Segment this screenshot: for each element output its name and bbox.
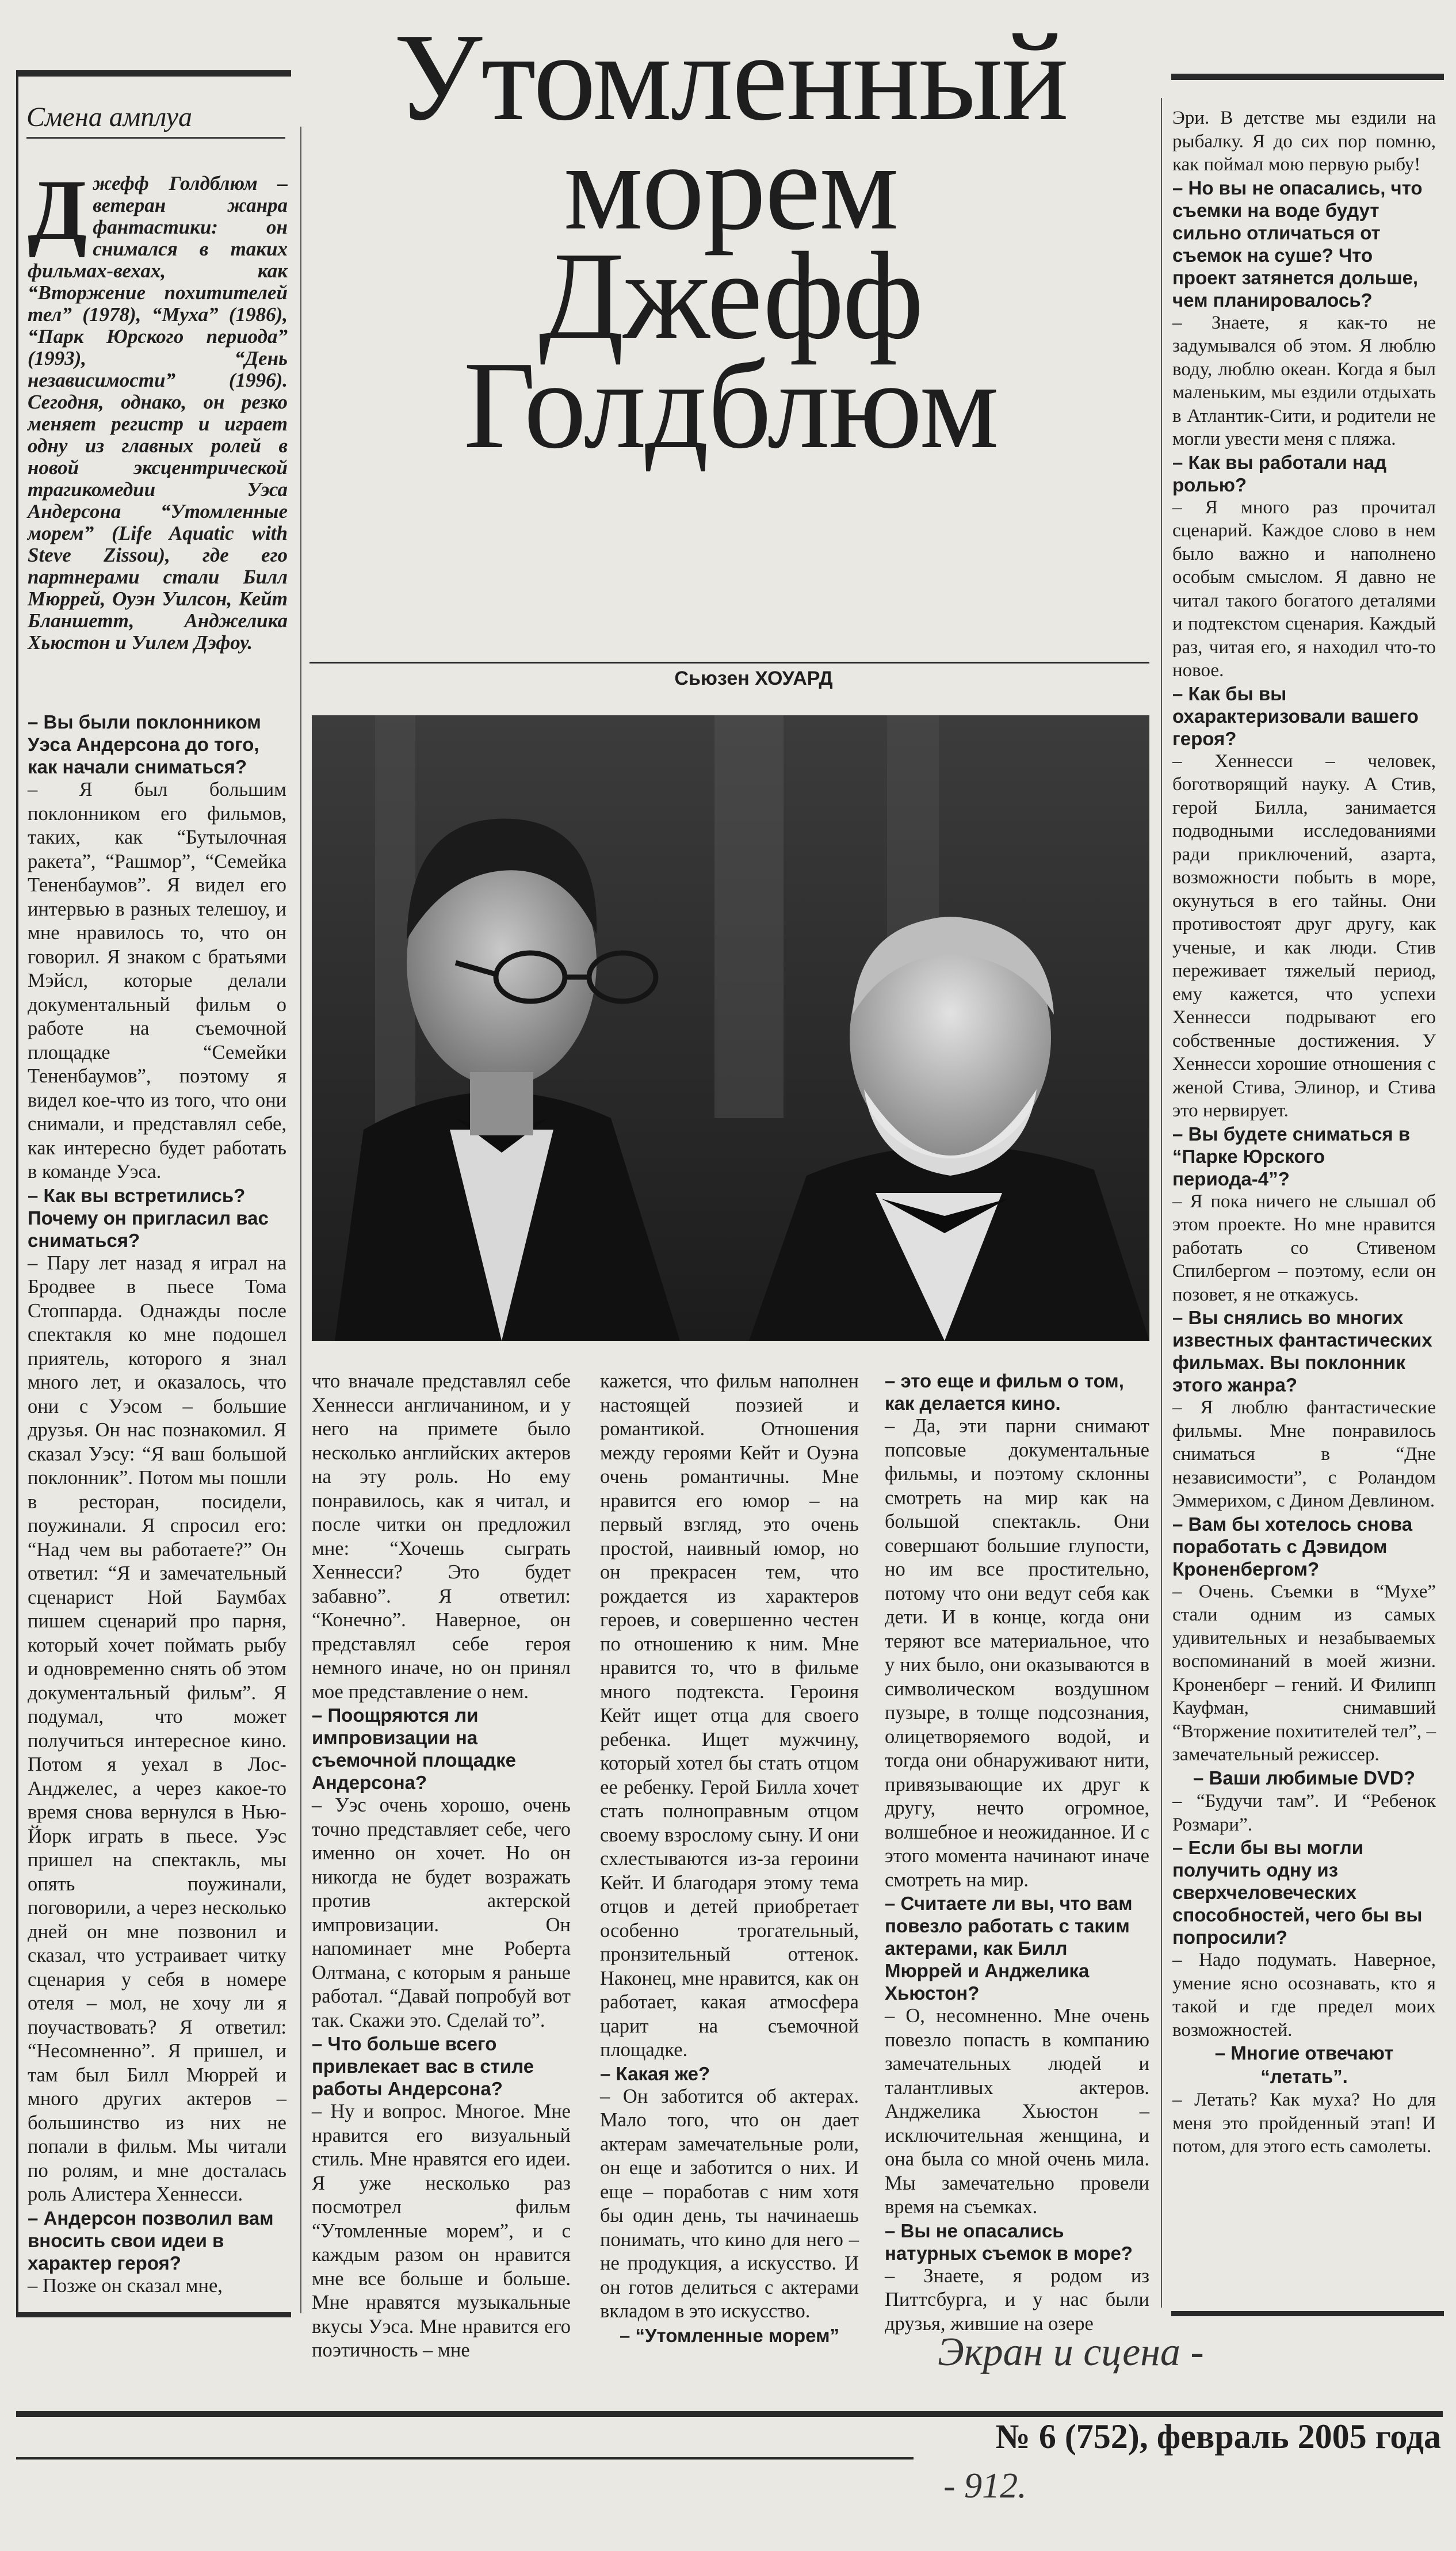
interview-answer: кажется, что фильм наполнен настоящей поэзией и романтикой. Отношения между героями Кейт и Оуэна очень романтичны. Мне нравится его юмор – на первый взгляд, это очень простой, наивный юмор, но он прекрасен тем, что рождается из характеров героев, и совершенно честен по отношению к ним. Мне нравится то, что в фильме много подтекста. Героиня Кейт ищет отца для своего ребенка. Ищет мужчину, который хотел бы стать отцом ее ребенку. Герой Билла хочет стать полноправным отцом своему взрослому сыну. И они схлестываются из-за героини Кейт. И благодаря этому тема отцов и детей приобретает особенно трогательный, пронзительный оттенок. Наконец, мне нравится, как он работает, какая атмосфера царит на съемочной площадке. — [600, 1370, 859, 2061]
interview-answer: – Я пока ничего не слышал об этом проекте. Но мне нравится работать со Стивеном Спилбергом – поэтому, если он позовет, я не откажусь. — [1172, 1191, 1436, 1305]
interview-answer: – Он заботится об актерах. Мало того, что он дает актерам замечательные роли, он еще и заботится о них. И еще – поработав с ним хотя бы один день, ты начинаешь понимать, что кино для него – не продукция, а искусство. И он готов делиться с актерами вкладом в это искусство. — [600, 2085, 859, 2322]
top-rule-right — [1171, 74, 1444, 80]
interview-question: – Вы будете сниматься в “Парке Юрского периода-4”? — [1172, 1123, 1411, 1189]
handwritten-source-note: Экран и сцена - — [938, 2330, 1204, 2374]
interview-answer: – Очень. Съемки в “Мухе” стали одним из самых удивительных и незабываемых воспоминаний в моей жизни. Кроненберг – гений. И Филипп Кауфман, снимавший “Вторжение похитителей тел”, – замечательный режиссер. — [1172, 1581, 1436, 1765]
handwritten-page-number: - 912. — [943, 2466, 1027, 2506]
interview-question: – Вам бы хотелось снова поработать с Дэвидом Кроненбергом? — [1172, 1513, 1413, 1580]
page-bottom-thin-rule — [16, 2457, 914, 2460]
title-underline-rule — [309, 662, 1149, 664]
column-separator — [1161, 98, 1162, 2308]
title-line: Голдблюм — [463, 336, 998, 475]
issue-line: № 6 (752), февраль 2005 года — [995, 2417, 1441, 2455]
lead-paragraph — [28, 162, 288, 654]
interview-question: – Какая же? — [600, 2062, 710, 2084]
photo-illustration — [312, 715, 1149, 1341]
article-photo — [312, 715, 1149, 1341]
interview-question: – Что больше всего привлекает вас в стиле работы Андерсона? — [312, 2033, 534, 2099]
lead-text: жефф Голдблюм – ветеран жанра фантастики: он снимался в таких фильмах-вехах, как “Вторжение похитителей тел” (1978), “Муха” (1986), “Парк Юрского периода” (1993), “День независимости” (1996). Сегодня, однако, он резко меняет регистр и играет одну из главных ролей в новой эксцентрической трагикомедии Уэса Андерсона “Утомленные морем” (Life Aquatic with Steve Zissou), где его партнерами стали Билл Мюррей, Оуэн Уилсон, Кейт Бланшетт, Анджелика Хьюстон и Уилем Дэфоу. — [28, 172, 288, 654]
interview-answer: – Знаете, я родом из Питтсбурга, и у нас были друзья, жившие на озере — [885, 2264, 1149, 2335]
interview-question: – Как вы работали над ролью? — [1172, 451, 1387, 495]
bottom-rule-left — [16, 2312, 291, 2317]
rubric-underline — [26, 137, 285, 139]
interview-answer: – Я был большим поклонником его фильмов, таких, как “Бутылочная ракета”, “Рашмор”, “Семейка Тененбаумов”. Я видел его интервью в разных телешоу, и мне нравилось то, что он говорил. Я знаком с братьями Мэйсл, которые делали документальный фильм о работе на съемочной площадке “Семейки Тененбаумов”, поэтому я видел кое-что из того, что они снимали, и представлял себе, как интересно будет работать в команде Уэса. — [28, 779, 286, 1183]
interview-answer: – “Будучи там”. И “Ребенок Розмари”. — [1172, 1791, 1436, 1835]
interview-question: – Если бы вы могли получить одну из сверхчеловеческих способностей, чего бы вы попросили? — [1172, 1837, 1423, 1948]
interview-question: – Вы снялись во многих известных фантастических фильмах. Вы поклонник этого жанра? — [1172, 1307, 1432, 1395]
interview-question: – Но вы не опасались, что съемки на воде будут сильно отличаться от съемок на суше? Что проект затянется дольше, чем планировалось? — [1172, 177, 1423, 311]
interview-answer: – Хеннесси – человек, боготворящий науку. А Стив, герой Билла, занимается подводными исследованиями ради приключений, азарта, возможности побыть в море, окунуться в его тайны. Они противостоят друг другу, как ученые, и как люди. Стив переживает тяжелый период, ему кажется, что успехи Хеннесси подрывают его собственные достижения. У Хеннесси хорошие отношения с женой Стива, Элинор, и Стива это нервирует. — [1172, 750, 1436, 1121]
interview-question: – Андерсон позволил вам вносить свои идеи в характер героя? — [28, 2207, 274, 2274]
interview-answer: – Надо подумать. Наверное, умение ясно осознавать, кто я такой и где предел моих возможностей. — [1172, 1950, 1436, 2041]
interview-answer: – Да, эти парни снимают попсовые документальные фильмы, и поэтому склонны смотреть на мир как на большой спектакль. Они совершают большие глупости, но им все простительно, потому что они ведут себя как дети. И в конце, когда они теряют все материальное, что у них было, они оказываются в символическом воздушном пузыре, в толще подсознания, олицетворяемого водой, и тогда они обнаруживают нити, привязывающие их друг к другу, нечто огромное, волшебное и неожиданное. И с этого момента начинают иначе смотреть на мир. — [885, 1415, 1149, 1891]
article-column-5 — [1172, 106, 1436, 2159]
interview-answer: – Я много раз прочитал сценарий. Каждое слово в нем было важно и наполнено особым смыслом. Я давно не читал такого богатого деталями и подтекстом сценария. Каждый раз, читая его, я находил что-то новое. — [1172, 497, 1436, 681]
interview-answer: – Уэс очень хорошо, очень точно представляет себе, чего именно он хочет. Но он никогда не будет возражать против актерской импровизации. Он напоминает мне Роберта Олтмана, с которым я раньше работал. “Давай попробуй вот так. Скажи это. Сделай то”. — [312, 1794, 571, 2031]
article-author: Сьюзен ХОУАРД — [674, 668, 833, 689]
interview-question: – Как вы встретились? Почему он пригласил вас сниматься? — [28, 1184, 269, 1251]
interview-question: – Поощряются ли импровизации на съемочной площадке Андерсона? — [312, 1705, 516, 1793]
interview-question: – “Утомленные морем” — [620, 2324, 839, 2346]
article-column-2 — [312, 1370, 571, 2363]
interview-answer: – Летать? Как муха? Но для меня это пройденный этап! И потом, для этого есть самолеты. — [1172, 2089, 1436, 2157]
article-column-3 — [600, 1370, 859, 2347]
interview-answer: – Позже он сказал мне, — [28, 2274, 223, 2297]
interview-answer: – Ну и вопрос. Многое. Мне нравится его визуальный стиль. Мне нравятся его идеи. Я уже несколько раз посмотрел фильм “Утомленные морем”, и с каждым разом он нравится мне все больше и больше. Мне нравятся музыкальные вкусы Уэса. Мне нравится его поэтичность – мне — [312, 2100, 571, 2361]
interview-answer: Эри. В детстве мы ездили на рыбалку. Я до сих пор помню, как поймал мою первую рыбу! — [1172, 108, 1436, 175]
title-line: Утомленный — [393, 8, 1068, 147]
interview-question: – Многие отвечают “летать”. — [1214, 2042, 1394, 2087]
article-title — [311, 8, 1151, 475]
interview-answer: что вначале представлял себе Хеннесси англичанином, и у него на примете было несколько английских актеров на эту роль. Но ему понравилось, как я читал, и после читки он предложил мне: “Хочешь сыграть Хеннесси? Это будет забавно”. Я ответил: “Конечно”. Наверное, он представлял себе героя немного иначе, но он принял мое представление о нем. — [312, 1370, 571, 1703]
page-bottom-thick-rule — [16, 2411, 1443, 2417]
article-column-4 — [885, 1370, 1149, 2336]
interview-question: – Считаете ли вы, что вам повезло работать с таким актерами, как Билл Мюррей и Анджелика Хьюстон? — [885, 1893, 1133, 2004]
interview-answer: – Знаете, я как-то не задумывался об этом. Я люблю воду, люблю океан. Когда я был маленьким, мы ездили отдыхать в Атлантик-Сити, и родители не могли увести меня с пляжа. — [1172, 312, 1436, 449]
bottom-rule-right — [1171, 2311, 1444, 2316]
interview-answer: – О, несомненно. Мне очень повезло попасть в компанию замечательных людей и талантливых актеров. Анджелика Хьюстон – исключительная женщина, и она была со мной очень мила. Мы замечательно провели время на съемках. — [885, 2005, 1149, 2218]
title-line: Джефф — [538, 227, 923, 365]
interview-question: – Ваши любимые DVD? — [1193, 1767, 1415, 1789]
interview-question: – Как бы вы охарактеризовали вашего героя? — [1172, 682, 1419, 749]
article-column-1 — [28, 711, 286, 2298]
drop-cap: Д — [28, 162, 87, 258]
left-frame-rule — [16, 70, 18, 2317]
title-line: морем — [563, 117, 898, 256]
column-separator — [300, 127, 301, 2313]
interview-answer: – Я люблю фантастические фильмы. Мне понравилось сниматься в “Дне независимости”, с Роландом Эммерихом, с Дином Девлином. — [1172, 1397, 1436, 1511]
rubric-label: Смена амплуа — [26, 102, 192, 132]
interview-question: – Вы не опасались натурных съемок в море? — [885, 2220, 1133, 2264]
interview-question: – это еще и фильм о том, как делается кино. — [885, 1370, 1124, 1414]
top-rule-left — [16, 70, 291, 77]
interview-question: – Вы были поклонником Уэса Андерсона до того, как начали сниматься? — [28, 711, 261, 777]
interview-answer: – Пару лет назад я играл на Бродвее в пьесе Тома Стоппарда. Однажды после спектакля ко мне подошел приятель, которого я знал много лет, и оказалось, что они с Уэсом – большие друзья. Он нас познакомил. Я сказал Уэсу: “Я ваш большой поклонник”. Потом мы пошли в ресторан, посидели, поужинали. Я спросил его: “Над чем вы работаете?” Он ответил: “Я и замечательный сценарист Ной Баумбах пишем сценарий про парня, который хочет поймать рыбу и одновременно снять об этом документальный фильм”. Я подумал, что может получиться интересное кино. Потом я уехал в Лос-Анджелес, а через какое-то время снова вернулся в Нью-Йорк играть в пьесе. Уэс пришел на спектакль, мы опять поужинали, поговорили, а через несколько дней он мне позвонил и сказал, что устраивает читку сценария у себя в номере отеля – мол, не хочу ли я поучаствовать? Я ответил: “Несомненно”. Я пришел, и там был Билл Мюррей и много других актеров – большинство из них не попали в фильм. Мы читали по ролям, и мне досталась роль Алистера Хеннесси. — [28, 1252, 286, 2205]
